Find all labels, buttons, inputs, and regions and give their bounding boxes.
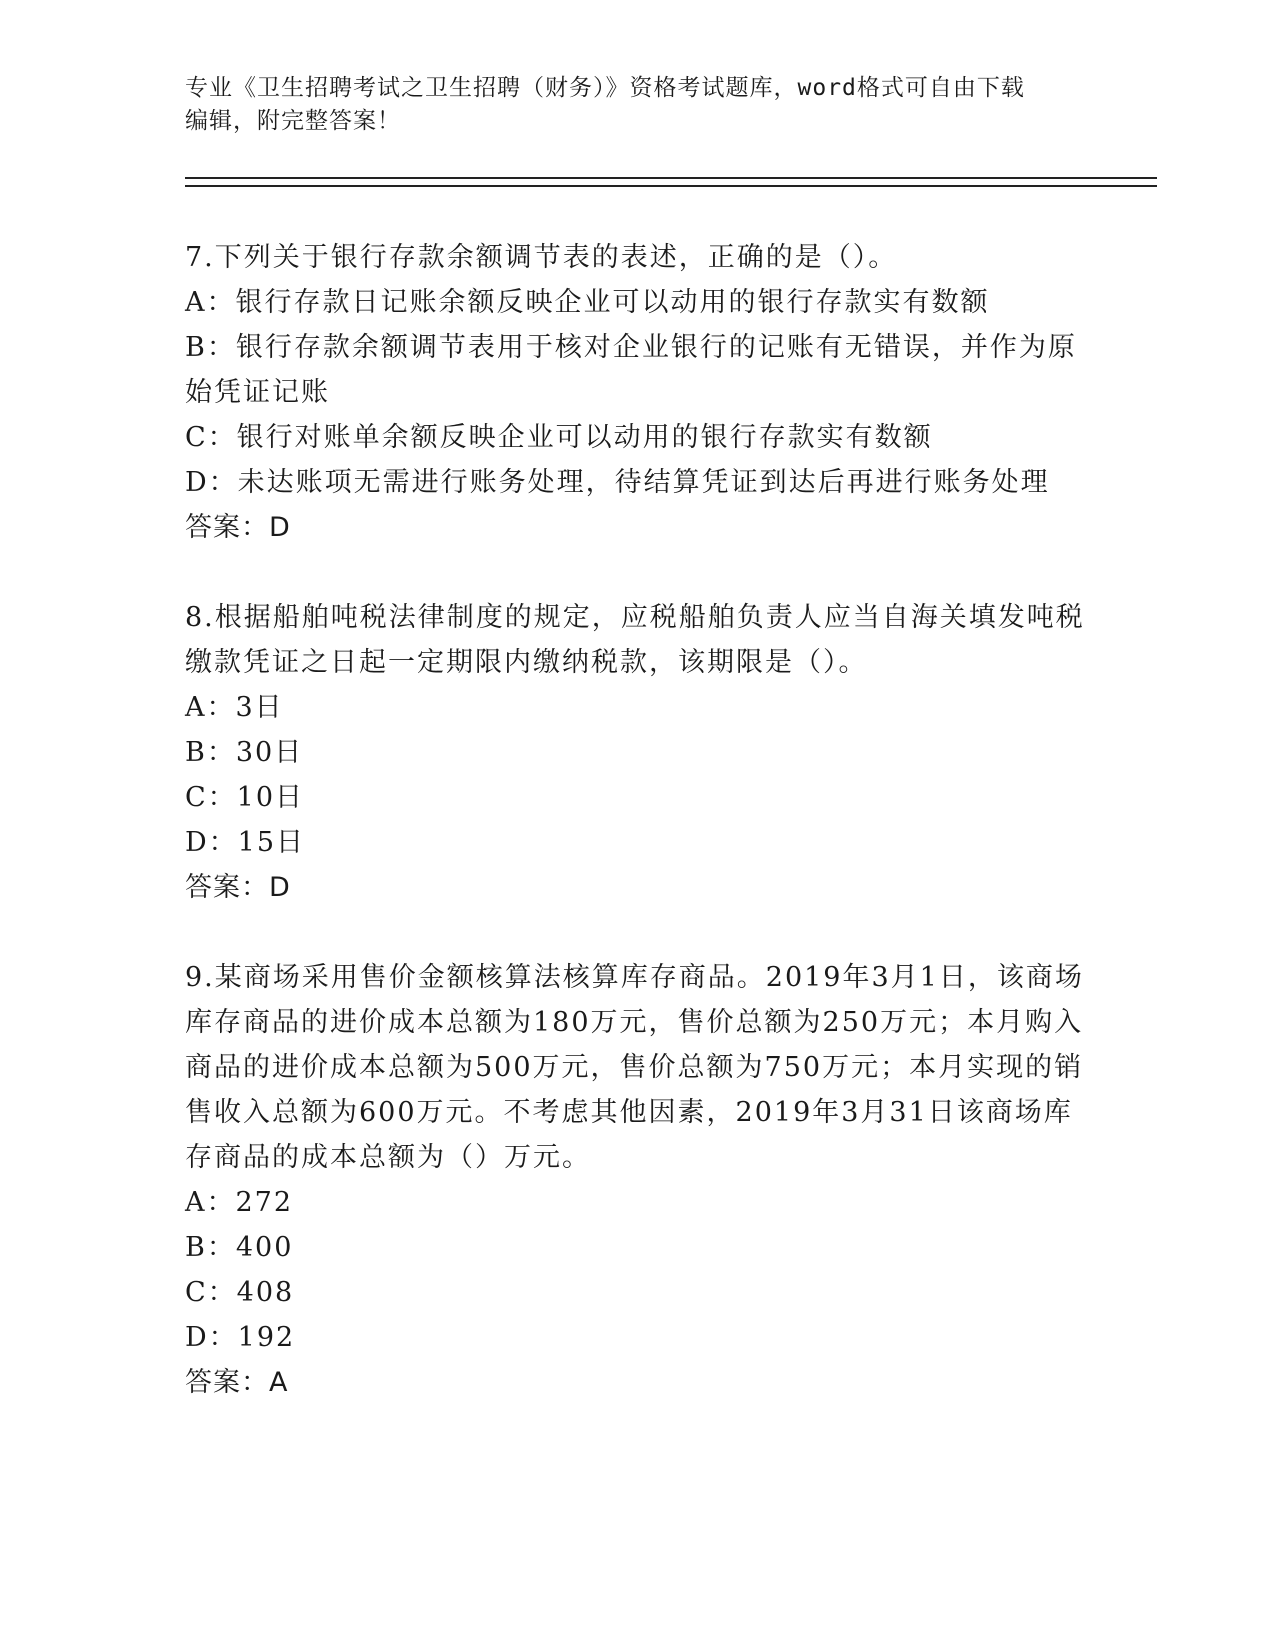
question-7 — [185, 235, 1085, 550]
question-text: 8.根据船舶吨税法律制度的规定，应税船舶负责人应当自海关填发吨税缴款凭证之日起一定期限内缴纳税款，该期限是（）。 — [185, 602, 1085, 678]
option-d: D：192 — [185, 1322, 296, 1353]
option-b: B：400 — [185, 1232, 294, 1263]
document-header — [185, 72, 1085, 138]
option-a: A：272 — [185, 1187, 294, 1218]
option-c: C：408 — [185, 1277, 295, 1308]
answer: 答案：D — [185, 872, 291, 903]
question-text: 9.某商场采用售价金额核算法核算库存商品。2019年3月1日，该商场库存商品的进价成本总额为180万元，售价总额为250万元；本月购入商品的进价成本总额为500万元，售价总额为750万元；本月实现的销售收入总额为600万元。不考虑其他因素，2019年3月31日该商场库存商品的成本总额为（）万元。 — [185, 962, 1084, 1173]
option-c: C：10日 — [185, 782, 305, 813]
question-text: 7.下列关于银行存款余额调节表的表述，正确的是（）。 — [185, 242, 898, 273]
header-divider — [185, 177, 1157, 187]
option-c: C：银行对账单余额反映企业可以动用的银行存款实有数额 — [185, 422, 933, 453]
option-a: A：银行存款日记账余额反映企业可以动用的银行存款实有数额 — [185, 287, 990, 318]
question-8 — [185, 595, 1085, 910]
option-a: A：3日 — [185, 692, 284, 723]
option-d: D：15日 — [185, 827, 306, 858]
option-b: B：30日 — [185, 737, 304, 768]
header-line-2: 编辑，附完整答案！ — [185, 108, 401, 134]
answer: 答案：D — [185, 512, 291, 543]
option-b: B：银行存款余额调节表用于核对企业银行的记账有无错误，并作为原始凭证记账 — [185, 332, 1077, 408]
header-line-1: 专业《卫生招聘考试之卫生招聘（财务）》资格考试题库，word格式可自由下载 — [185, 75, 1025, 101]
answer: 答案：A — [185, 1367, 289, 1398]
question-list — [185, 235, 1085, 1450]
question-9 — [185, 955, 1085, 1405]
option-d: D：未达账项无需进行账务处理，待结算凭证到达后再进行账务处理 — [185, 467, 1050, 498]
